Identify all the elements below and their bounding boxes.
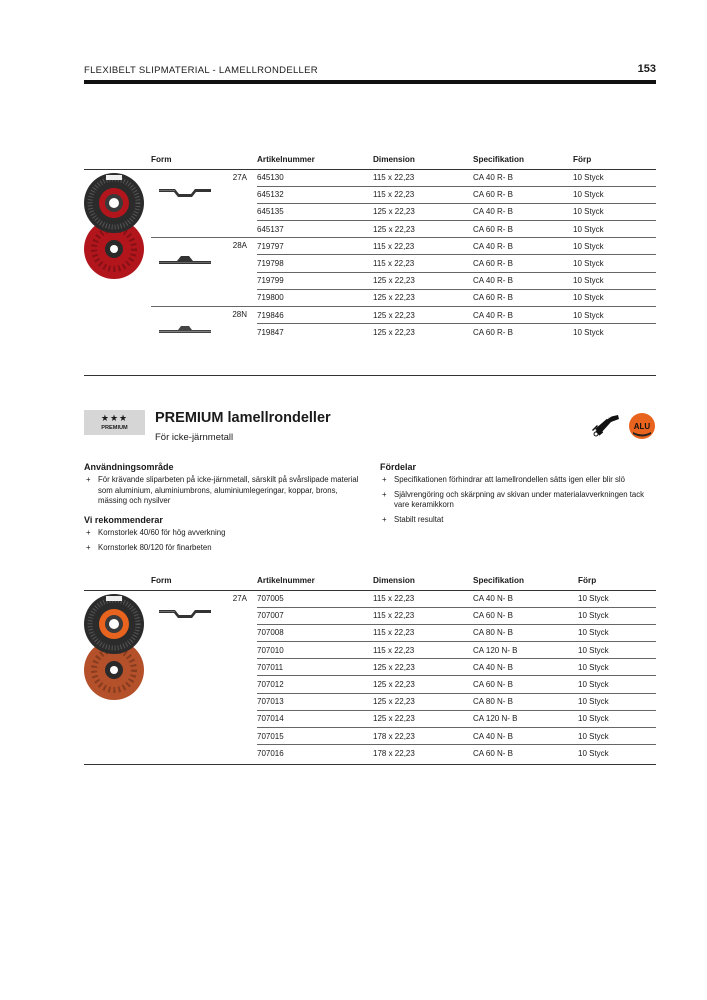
specification: CA 120 N- B [473, 710, 578, 727]
col-header-article: Artikelnummer [257, 572, 373, 590]
dimension: 125 x 22,23 [373, 710, 473, 727]
pack-size: 10 Styck [578, 624, 656, 641]
shape-profile-icon [151, 186, 257, 198]
col-header-form: Form [84, 151, 257, 169]
specification: CA 60 N- B [473, 607, 578, 624]
aluminium-icon [628, 412, 656, 445]
specification: CA 60 N- B [473, 676, 578, 693]
dimension: 125 x 22,23 [373, 307, 473, 324]
dimension: 115 x 22,23 [373, 255, 473, 272]
shape-label: 28N [232, 310, 247, 319]
dimension: 125 x 22,23 [373, 693, 473, 710]
article-number: 719800 [257, 289, 373, 306]
table-row [84, 169, 656, 186]
article-number: 707008 [257, 624, 373, 641]
article-number: 645137 [257, 221, 373, 238]
premium-badge [84, 410, 145, 435]
dimension: 125 x 22,23 [373, 203, 473, 220]
dimension: 115 x 22,23 [373, 169, 473, 186]
shape-label: 28A [232, 241, 247, 251]
col-header-dimension: Dimension [373, 572, 473, 590]
pack-size: 10 Styck [573, 328, 604, 338]
table-1-bottom-rule [84, 375, 656, 376]
specification: CA 40 R- B [473, 169, 573, 186]
bullet-item: + Självrengöring och skärpning av skivan under materialavverkningen tack vare keramikkorn [380, 490, 656, 511]
product-title: PREMIUM lamellrondeller [155, 410, 331, 426]
article-number: 707012 [257, 676, 373, 693]
specification: CA 120 N- B [473, 642, 578, 659]
article-number: 645135 [257, 203, 373, 220]
shape-profile-icon [151, 254, 257, 266]
pack-size: 10 Styck [578, 607, 656, 624]
article-number: 707016 [257, 749, 284, 759]
article-number: 707011 [257, 659, 373, 676]
dimension: 125 x 22,23 [373, 272, 473, 289]
bullet-item: + Stabilt resultat [380, 515, 656, 526]
bullet-item: + För krävande sliparbeten på icke-järnmetall, särskilt på svårslipade material som aluminium, aluminiumbrons, aluminiumlegeringar, koppar, brons, mässing och nysilver [84, 475, 362, 507]
col-header-article: Artikelnummer [257, 151, 373, 169]
pack-size: 10 Styck [573, 186, 656, 203]
dimension: 115 x 22,23 [373, 607, 473, 624]
pack-size: 10 Styck [573, 289, 656, 306]
bullet-item: + Kornstorlek 40/60 för hög avverkning [84, 528, 362, 539]
dimension: 125 x 22,23 [373, 676, 473, 693]
pack-size: 10 Styck [578, 659, 656, 676]
article-number: 719846 [257, 307, 373, 324]
article-number: 719799 [257, 272, 373, 289]
dimension: 115 x 22,23 [373, 590, 473, 607]
specification: CA 60 R- B [473, 289, 573, 306]
table-row [84, 590, 656, 607]
alu-label: ALU [633, 422, 651, 431]
pack-size: 10 Styck [578, 728, 656, 745]
article-number: 719797 [257, 238, 373, 255]
specification: CA 60 R- B [473, 255, 573, 272]
dimension: 115 x 22,23 [373, 186, 473, 203]
article-number: 707015 [257, 728, 373, 745]
specification: CA 60 R- B [473, 221, 573, 238]
section-title: FLEXIBELT SLIPMATERIAL - LAMELLRONDELLER [84, 65, 318, 76]
col-header-pack: Förp [573, 151, 656, 169]
product-table-1 [84, 151, 656, 341]
pack-size: 10 Styck [578, 642, 656, 659]
dimension: 115 x 22,23 [373, 642, 473, 659]
star-icon: ★★★ [100, 413, 129, 423]
specification: CA 40 N- B [473, 590, 578, 607]
dimension: 115 x 22,23 [373, 624, 473, 641]
benefits-list [380, 475, 656, 529]
shape-profile-icon [151, 323, 257, 335]
specification: CA 40 R- B [473, 272, 573, 289]
dimension: 125 x 22,23 [373, 328, 415, 338]
shape-cell [151, 169, 257, 238]
dimension: 125 x 22,23 [373, 289, 473, 306]
recommend-list [84, 528, 362, 557]
badge-label: PREMIUM [101, 425, 128, 431]
shape-cell [151, 238, 257, 307]
benefits-heading: Fördelar [380, 462, 417, 472]
specification: CA 60 N- B [473, 749, 514, 759]
article-number: 707013 [257, 693, 373, 710]
bullet-item: + Specifikationen förhindrar att lamellrondellen sätts igen eller blir slö [380, 475, 656, 486]
article-number: 645130 [257, 169, 373, 186]
article-number: 707007 [257, 607, 373, 624]
table-2-bottom-rule [84, 764, 656, 765]
shape-cell [151, 590, 257, 762]
specification: CA 40 R- B [473, 238, 573, 255]
product-subtitle: För icke-järnmetall [155, 432, 234, 443]
specification: CA 40 N- B [473, 659, 578, 676]
dimension: 115 x 22,23 [373, 238, 473, 255]
pack-size: 10 Styck [573, 238, 656, 255]
table-row [84, 307, 656, 324]
specification: CA 60 R- B [473, 186, 573, 203]
usage-list [84, 475, 362, 511]
pack-size: 10 Styck [578, 590, 656, 607]
pack-size: 10 Styck [573, 307, 656, 324]
angle-grinder-icon [591, 412, 621, 443]
col-header-spec: Specifikation [473, 151, 573, 169]
table-row [84, 238, 656, 255]
dimension: 125 x 22,23 [373, 221, 473, 238]
col-header-spec: Specifikation [473, 572, 578, 590]
pack-size: 10 Styck [578, 749, 609, 759]
dimension: 178 x 22,23 [373, 728, 473, 745]
col-header-pack: Förp [578, 572, 656, 590]
pack-size: 10 Styck [578, 710, 656, 727]
specification: CA 60 R- B [473, 328, 514, 338]
disc-image [84, 590, 151, 762]
shape-cell [151, 307, 257, 341]
product-table-2 [84, 572, 656, 762]
bullet-item: + Kornstorlek 80/120 för finarbeten [84, 543, 362, 554]
disc-image [84, 169, 151, 341]
pack-size: 10 Styck [578, 693, 656, 710]
article-number: 707005 [257, 590, 373, 607]
specification: CA 80 N- B [473, 624, 578, 641]
shape-label: 27A [232, 593, 247, 603]
pack-size: 10 Styck [573, 203, 656, 220]
dimension: 178 x 22,23 [373, 749, 415, 759]
pack-size: 10 Styck [573, 221, 656, 238]
specification: CA 40 R- B [473, 203, 573, 220]
article-number: 719847 [257, 328, 284, 338]
pack-size: 10 Styck [573, 272, 656, 289]
shape-profile-icon [151, 607, 257, 619]
header-rule [84, 80, 656, 84]
specification: CA 40 R- B [473, 307, 573, 324]
usage-heading: Användningsområde [84, 462, 174, 472]
specification: CA 40 N- B [473, 728, 578, 745]
col-header-form: Form [84, 572, 257, 590]
dimension: 125 x 22,23 [373, 659, 473, 676]
article-number: 707014 [257, 710, 373, 727]
page-number: 153 [637, 63, 656, 75]
shape-label: 27A [232, 172, 247, 182]
recommend-heading: Vi rekommenderar [84, 515, 163, 525]
pack-size: 10 Styck [573, 169, 656, 186]
article-number: 707010 [257, 642, 373, 659]
pack-size: 10 Styck [578, 676, 656, 693]
pack-size: 10 Styck [573, 255, 656, 272]
col-header-dimension: Dimension [373, 151, 473, 169]
article-number: 719798 [257, 255, 373, 272]
specification: CA 80 N- B [473, 693, 578, 710]
article-number: 645132 [257, 186, 373, 203]
